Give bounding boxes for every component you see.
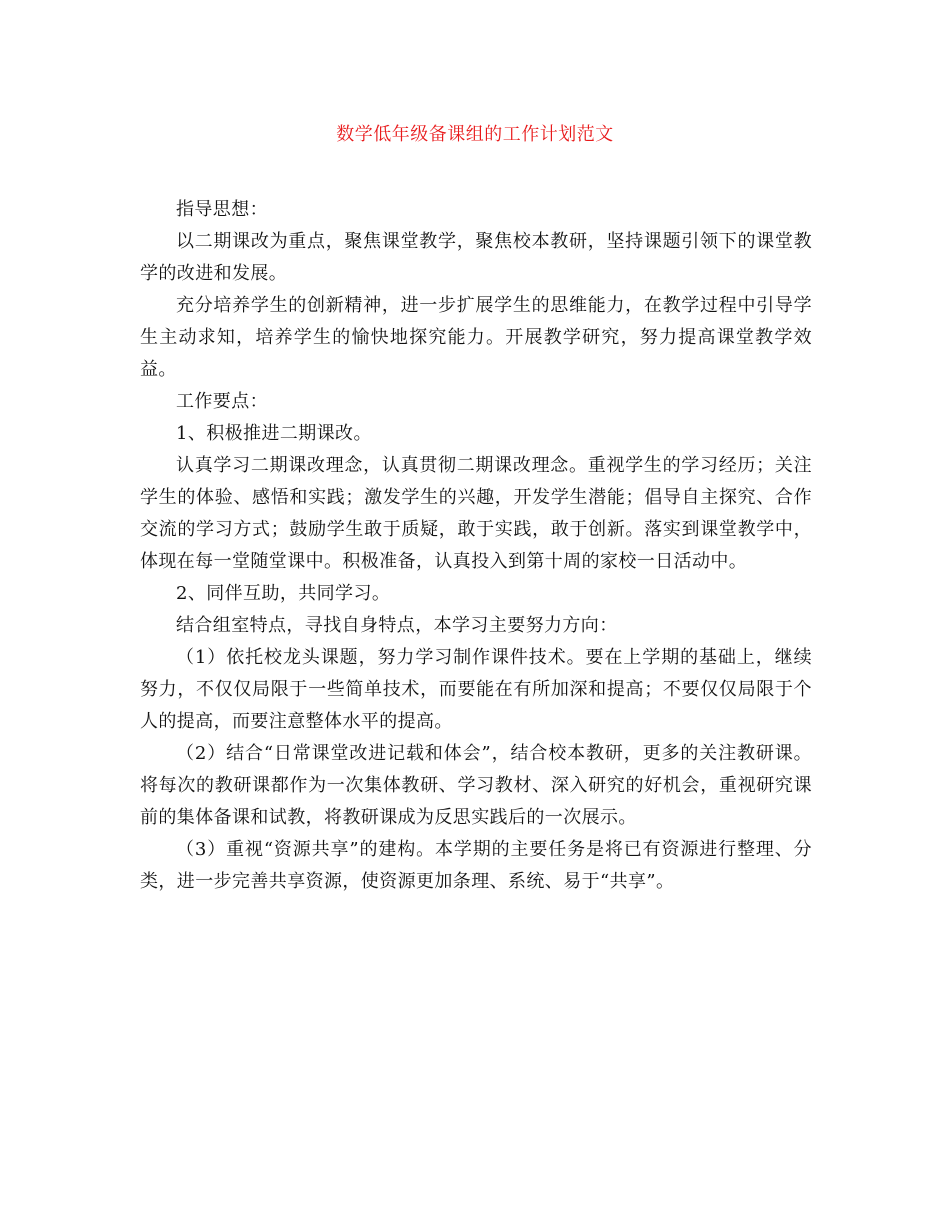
document-body <box>140 194 812 898</box>
paragraph-guiding-heading: 指导思想： <box>176 199 268 220</box>
paragraph-point-2-intro: 结合组室特点，寻找自身特点，本学习主要努力方向： <box>176 615 618 636</box>
paragraph-item-3: （3）重视“资源共享”的建构。本学期的主要任务是将已有资源进行整理、分类，进一步完善共享资源，使资源更加条理、系统、易于“共享”。 <box>140 839 812 892</box>
paragraph-work-heading: 工作要点： <box>176 391 268 412</box>
paragraph-point-2-heading: 2、同伴互助，共同学习。 <box>176 583 391 604</box>
paragraph-point-1-body: 认真学习二期课改理念，认真贯彻二期课改理念。重视学生的学习经历；关注学生的体验、感悟和实践；激发学生的兴趣，开发学生潜能；倡导自主探究、合作交流的学习方式；鼓励学生敢于质疑，敢于实践，敢于创新。落实到课堂教学中，体现在每一堂随堂课中。积极准备，认真投入到第十周的家校一日活动中。 <box>140 455 812 572</box>
paragraph-item-2: （2）结合“日常课堂改进记载和体会”，结合校本教研，更多的关注教研课。将每次的教研课都作为一次集体教研、学习教材、深入研究的好机会，重视研究课前的集体备课和试教，将教研课成为反思实践后的一次展示。 <box>140 743 812 828</box>
paragraph-point-1-heading: 1、积极推进二期课改。 <box>176 423 372 444</box>
paragraph-item-1: （1）依托校龙头课题，努力学习制作课件技术。要在上学期的基础上，继续努力，不仅仅局限于一些简单技术，而要能在有所加深和提高；不要仅仅局限于个人的提高，而要注意整体水平的提高。 <box>140 647 812 732</box>
paragraph-guiding-2: 充分培养学生的创新精神，进一步扩展学生的思维能力，在教学过程中引导学生主动求知，培养学生的愉快地探究能力。开展教学研究，努力提高课堂教学效益。 <box>140 295 812 380</box>
document-title: 数学低年级备课组的工作计划范文 <box>336 124 614 145</box>
paragraph-guiding-1: 以二期课改为重点，聚焦课堂教学，聚焦校本教研，坚持课题引领下的课堂教学的改进和发展。 <box>140 231 812 284</box>
